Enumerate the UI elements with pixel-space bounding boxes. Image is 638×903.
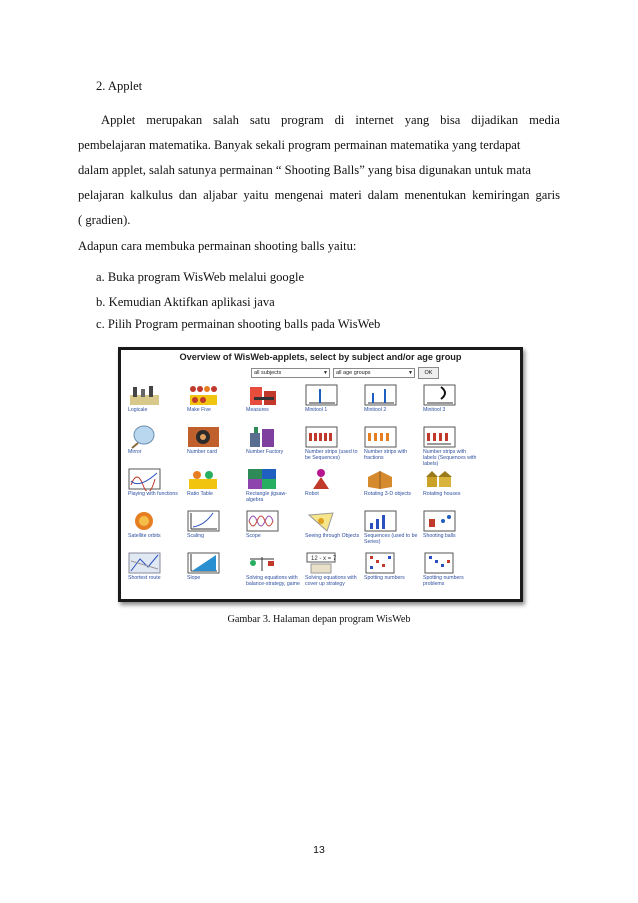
shortest-route-icon — [128, 551, 161, 575]
slope-icon — [187, 551, 220, 575]
applet-item[interactable] — [421, 383, 479, 425]
applet-item[interactable] — [362, 467, 420, 509]
applet-label[interactable]: Scope — [246, 533, 261, 539]
rectangle-jigsaw-icon — [246, 467, 279, 491]
mirror-icon — [128, 425, 161, 449]
applet-label[interactable]: Rotating 3-D objects — [364, 491, 411, 497]
applet-label[interactable]: Minitool 3 — [423, 407, 446, 413]
word: mengenai — [274, 188, 324, 202]
applet-item[interactable] — [185, 467, 243, 509]
word: kalkulus — [130, 188, 173, 202]
word: aljabar — [203, 188, 238, 202]
applet-label[interactable]: Seeing through Objects — [305, 533, 360, 539]
logicale-icon — [128, 383, 161, 407]
ratio-table-icon — [187, 467, 220, 491]
applet-item[interactable] — [244, 467, 302, 509]
applet-label[interactable]: Spotting numbers — [364, 575, 405, 581]
figure-title: Overview of WisWeb-applets, select by subject and/or age group — [179, 352, 462, 362]
shooting-balls-icon — [423, 509, 456, 533]
applet-label[interactable]: Scaling — [187, 533, 205, 539]
sequences-icon — [364, 509, 397, 533]
applet-item[interactable] — [362, 509, 420, 551]
word: di — [334, 113, 345, 127]
make-five-icon — [187, 383, 220, 407]
applet-item[interactable] — [421, 551, 479, 593]
number-strips-icon — [305, 425, 338, 449]
applet-label[interactable]: Sequences (used to be Series) — [364, 533, 418, 545]
applet-item[interactable] — [244, 425, 302, 467]
number-factory-icon — [246, 425, 279, 449]
step-a: a. Buka program WisWeb melalui google — [96, 270, 305, 284]
word: yaitu — [243, 188, 269, 202]
word: dijadikan — [471, 113, 519, 127]
applet-label[interactable]: Ratio Table — [187, 491, 213, 497]
number-strips-fractions-icon — [364, 425, 397, 449]
word: dalam — [367, 188, 399, 202]
applet-item[interactable] — [126, 551, 184, 593]
applet-label[interactable]: Number strips with labels (Sequences with labels) — [423, 449, 477, 467]
spotting-problems-icon — [423, 551, 456, 575]
applet-item[interactable] — [362, 383, 420, 425]
paragraph1-line1 — [101, 114, 560, 127]
step-b: b. Kemudian Aktifkan aplikasi java — [96, 295, 275, 309]
word: materi — [329, 188, 362, 202]
minitool1-icon — [305, 383, 338, 407]
applet-item[interactable] — [126, 509, 184, 551]
subject-select-value: all subjects — [254, 370, 282, 376]
applet-item[interactable] — [362, 551, 420, 593]
satellite-orbits-icon — [128, 509, 161, 533]
svg-text:12 - x = 7: 12 - x = 7 — [311, 556, 337, 562]
wisweb-screenshot — [118, 347, 523, 602]
paragraph2: Adapun cara membuka permainan shooting balls yaitu: — [78, 239, 357, 253]
applet-item[interactable] — [185, 509, 243, 551]
applet-label[interactable]: Solving equations with balance-strategy, game — [246, 575, 300, 587]
applet-label[interactable]: Shortest route — [128, 575, 161, 581]
page-number: 13 — [313, 844, 325, 856]
minitool3-icon — [423, 383, 456, 407]
paragraph1-line5: ( gradien). — [78, 213, 131, 227]
applet-item[interactable] — [244, 383, 302, 425]
applet-label[interactable]: Satellite orbits — [128, 533, 161, 539]
age-select[interactable] — [333, 368, 415, 378]
minitool2-icon — [364, 383, 397, 407]
cover-up-icon — [305, 551, 338, 575]
applet-label[interactable]: Number card — [187, 449, 217, 455]
word: internet — [355, 113, 394, 127]
applet-item[interactable] — [126, 425, 184, 467]
chevron-down-icon: ▼ — [408, 370, 413, 376]
functions-icon — [128, 467, 161, 491]
measures-icon — [246, 383, 279, 407]
applet-label[interactable]: Robot — [305, 491, 319, 497]
word: media — [529, 113, 560, 127]
number-strips-labels-icon — [423, 425, 456, 449]
word: salah — [213, 113, 239, 127]
applet-item[interactable] — [303, 425, 361, 467]
word: kemiringan — [472, 188, 530, 202]
applet-label[interactable]: Rotating houses — [423, 491, 461, 497]
seeing-through-icon — [305, 509, 338, 533]
applet-label[interactable]: Number Factory — [246, 449, 284, 455]
applet-item[interactable] — [185, 425, 243, 467]
word: bisa — [440, 113, 461, 127]
applet-item[interactable] — [303, 467, 361, 509]
applet-item[interactable] — [303, 509, 361, 551]
applet-label[interactable]: Spotting numbers problems — [423, 575, 464, 587]
applet-item[interactable] — [421, 425, 479, 467]
applet-label[interactable]: Number strips (used to be Sequences) — [305, 449, 358, 461]
number-card-icon — [187, 425, 220, 449]
applet-label[interactable]: Solving equations with cover up strategy — [305, 575, 357, 587]
applet-item[interactable] — [185, 383, 243, 425]
scope-icon — [246, 509, 279, 533]
word: yang — [404, 113, 430, 127]
word: program — [281, 113, 324, 127]
applet-label[interactable]: Shooting balls — [423, 533, 456, 539]
applet-label[interactable]: Rectangle jigsaw-algebra — [246, 491, 287, 503]
step-c: c. Pilih Program permainan shooting balls pada WisWeb — [96, 317, 381, 331]
paragraph1-line4 — [78, 189, 560, 202]
applet-label[interactable]: Playing with functions — [128, 491, 178, 497]
word: satu — [249, 113, 271, 127]
word: dan — [178, 188, 198, 202]
applet-label[interactable]: Minitool 2 — [364, 407, 387, 413]
robot-icon — [305, 467, 338, 491]
word: garis — [535, 188, 560, 202]
applet-label[interactable]: Mirror — [128, 449, 142, 455]
rotating-houses-icon — [423, 467, 456, 491]
applet-item[interactable] — [126, 467, 184, 509]
paragraph1-line2: pembelajaran matematika. Banyak sekali program permainan matematika yang terdapat — [78, 138, 521, 152]
applet-item[interactable] — [421, 509, 479, 551]
applet-label[interactable]: Minitool 1 — [305, 407, 328, 413]
applet-item[interactable] — [244, 509, 302, 551]
word: merupakan — [146, 113, 203, 127]
word: menentukan — [404, 188, 467, 202]
applet-label[interactable]: Measures — [246, 407, 269, 413]
applet-grid — [126, 383, 515, 593]
figure-caption: Gambar 3. Halaman depan program WisWeb — [227, 614, 411, 625]
ok-button[interactable]: OK — [418, 367, 439, 379]
applet-item[interactable] — [244, 551, 302, 593]
applet-label[interactable]: Number strips with fractions — [364, 449, 407, 461]
applet-label[interactable]: Logicale — [128, 407, 148, 413]
applet-item[interactable] — [362, 425, 420, 467]
balance-icon — [246, 551, 279, 575]
word: Applet — [101, 113, 136, 127]
applet-label[interactable]: Make Five — [187, 407, 211, 413]
scaling-icon — [187, 509, 220, 533]
applet-item[interactable] — [303, 383, 361, 425]
word: pelajaran — [78, 188, 125, 202]
chevron-down-icon: ▼ — [323, 370, 328, 376]
applet-label[interactable]: Slope — [187, 575, 201, 581]
applet-item[interactable] — [421, 467, 479, 509]
subject-select[interactable] — [251, 368, 330, 378]
applet-item[interactable] — [126, 383, 184, 425]
spotting-numbers-icon — [364, 551, 397, 575]
section-heading: 2. Applet — [96, 79, 143, 93]
applet-item[interactable] — [185, 551, 243, 593]
paragraph1-line3: dalam applet, salah satunya permainan “ Shooting Balls” yang bisa digunakan untuk mata — [78, 163, 531, 177]
rotating-3d-icon — [364, 467, 397, 491]
age-select-value: all age groups — [336, 370, 371, 376]
applet-item[interactable] — [303, 551, 361, 593]
